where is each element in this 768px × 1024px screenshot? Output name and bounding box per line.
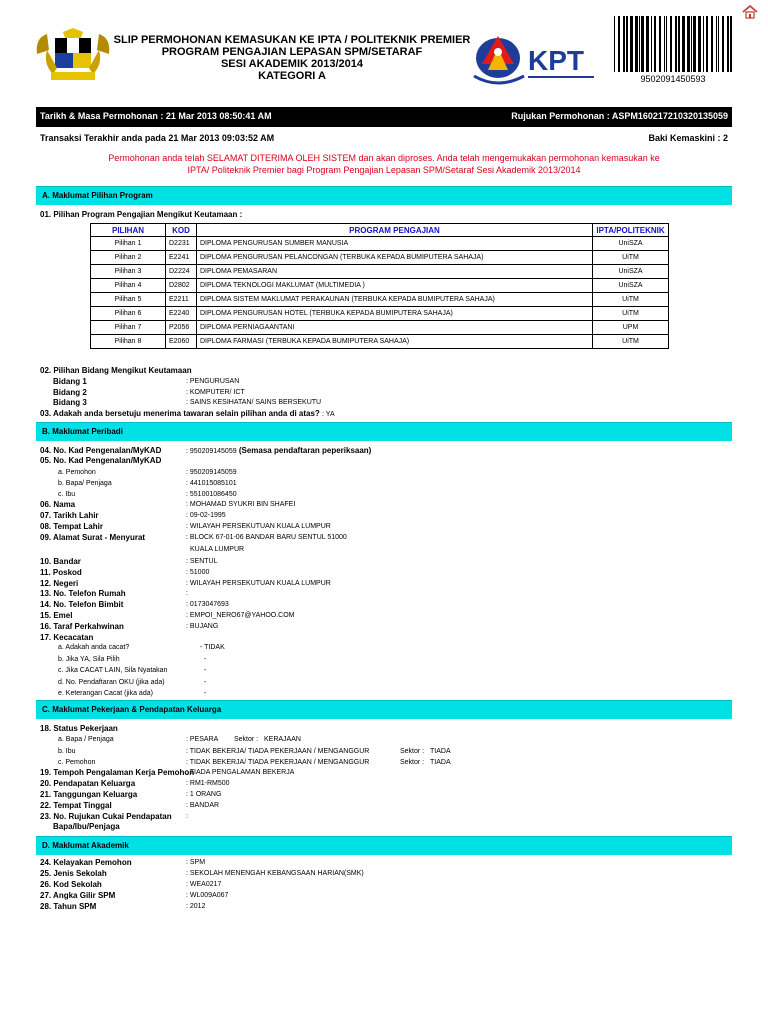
- field-value: : 51000: [186, 568, 210, 576]
- cell-pilihan: Pilihan 3: [91, 265, 166, 279]
- q17-sub-label: c. Jika CACAT LAIN, Sila Nyatakan: [58, 667, 168, 674]
- field-value: : BUJANG: [186, 622, 219, 630]
- q18-sector-value: TIADA: [430, 747, 451, 755]
- field-label: 14. No. Telefon Bimbit: [40, 600, 124, 610]
- cell-kod: E2240: [166, 307, 197, 321]
- application-reference: Rujukan Permohonan : ASPM160217210320135059: [511, 111, 728, 121]
- col-ipta: IPTA/POLITEKNIK: [593, 224, 669, 237]
- bidang-3-value: : SAINS KESIHATAN/ SAINS BERSEKUTU: [186, 399, 322, 406]
- bidang-3-label: Bidang 3: [53, 398, 87, 407]
- cell-kod: E2241: [166, 251, 197, 265]
- q05-sub-value: : 551001086450: [186, 491, 237, 498]
- barcode-bar: [730, 16, 732, 72]
- bidang-1-label: Bidang 1: [53, 377, 87, 386]
- barcode-bar: [639, 16, 640, 72]
- slip-title: [112, 34, 472, 82]
- field-label: 16. Taraf Perkahwinan: [40, 621, 124, 631]
- slip-title-line-3: SESI AKADEMIK 2013/2014: [220, 58, 364, 70]
- barcode-bar: [711, 16, 713, 72]
- q23-line-2: Bapa/Ibu/Penjaga: [53, 822, 120, 831]
- barcode-bar: [687, 16, 690, 72]
- field-value: : MOHAMAD SYUKRI BIN SHAFEI: [186, 501, 296, 508]
- q18-sector-label: Sektor :: [234, 736, 259, 743]
- field-label: 12. Negeri: [40, 578, 79, 588]
- field-value: : 2012: [186, 903, 206, 910]
- q18-sub-value: : PESARA: [186, 736, 219, 743]
- q17-sub-value: - TIDAK: [200, 644, 225, 651]
- field-value: : WILAYAH PERSEKUTUAN KUALA LUMPUR: [186, 523, 331, 530]
- q18-sector-label: Sektor :: [400, 759, 425, 766]
- cell-ipta: UiTM: [593, 307, 669, 321]
- cell-program: DIPLOMA PERNIAGAANTANI: [197, 321, 593, 335]
- barcode-bar: [727, 16, 729, 72]
- home-icon[interactable]: [742, 5, 758, 19]
- q05-sub-value: : 950209145059: [186, 469, 237, 476]
- cell-kod: D2224: [166, 265, 197, 279]
- application-datetime: Tarikh & Masa Permohonan : 21 Mar 2013 08:50:41 AM: [40, 111, 272, 121]
- q05-sub-label: c. Ibu: [58, 491, 76, 498]
- field-label: 10. Bandar: [40, 557, 81, 566]
- barcode-bar: [698, 16, 701, 72]
- barcode-bar: [654, 16, 656, 72]
- section-a-header: [36, 186, 732, 205]
- barcode-bar: [706, 16, 708, 72]
- field-label: 22. Tempat Tinggal: [40, 801, 112, 810]
- slip-title-line-4: KATEGORI A: [258, 70, 326, 82]
- section-b-header: [36, 422, 732, 441]
- section-c-title: C. Maklumat Pekerjaan & Pendapatan Keluarga: [42, 705, 222, 714]
- barcode-bar: [646, 16, 649, 72]
- table-row: [91, 265, 669, 279]
- field-label: 24. Kelayakan Pemohon: [40, 858, 132, 867]
- cell-program: DIPLOMA PEMASARAN: [197, 265, 593, 279]
- q18-sector-label: Sektor :: [400, 747, 425, 755]
- q18-sector-value: KERAJAAN: [264, 736, 301, 743]
- barcode-bar: [691, 16, 692, 72]
- cell-pilihan: Pilihan 2: [91, 251, 166, 265]
- field-value: : WL009A067: [186, 892, 229, 899]
- cell-ipta: UPM: [593, 321, 669, 335]
- cell-kod: E2211: [166, 293, 197, 307]
- cell-kod: E2060: [166, 335, 197, 349]
- application-info-bar: [36, 107, 732, 127]
- field-label: 28. Tahun SPM: [40, 902, 97, 911]
- field-label: 26. Kod Sekolah: [40, 880, 102, 889]
- barcode-bar: [682, 16, 685, 72]
- q18-sub-value: : TIDAK BEKERJA/ TIADA PEKERJAAN / MENGANGGUR: [186, 747, 370, 755]
- notice-line-1: Permohonan anda telah SELAMAT DITERIMA OLEH SISTEM dan akan diproses. Anda telah mengemukakan permohonan kemasukan ke: [108, 153, 660, 163]
- barcode-bar: [651, 16, 652, 72]
- success-notice: [80, 152, 688, 176]
- q18-sub-value: : TIDAK BEKERJA/ TIADA PEKERJAAN / MENGANGGUR: [186, 759, 370, 766]
- cell-kod: P2056: [166, 321, 197, 335]
- q04-value: : 950209145059: [186, 448, 237, 455]
- cell-ipta: UiTM: [593, 335, 669, 349]
- field-value: : BLOCK 67-01-06 BANDAR BARU SENTUL 51000: [186, 534, 347, 541]
- cell-ipta: UniSZA: [593, 279, 669, 293]
- field-value: : EMPOI_NERO67@YAHOO.COM: [186, 612, 295, 619]
- q17-sub-label: b. Jika YA, Sila Pilih: [58, 655, 120, 663]
- field-label: 23. No. Rujukan Cukai Pendapatan: [40, 812, 172, 821]
- update-balance: Baki Kemaskini : 2: [648, 133, 728, 143]
- field-label: 27. Angka Gilir SPM: [40, 891, 116, 900]
- cell-program: DIPLOMA SISTEM MAKLUMAT PERAKAUNAN (TERBUKA KEPADA BUMIPUTERA SAHAJA): [197, 293, 593, 307]
- q17-sub-value: -: [204, 667, 207, 674]
- q18-sector-value: TIADA: [430, 759, 451, 766]
- field-value: : RM1-RM500: [186, 780, 230, 787]
- q17-sub-label: d. No. Pendaftaran OKU (jika ada): [58, 678, 165, 686]
- field-label: 13. No. Telefon Rumah: [40, 589, 126, 599]
- field-label: 09. Alamat Surat - Menyurat: [40, 533, 146, 542]
- cell-pilihan: Pilihan 4: [91, 279, 166, 293]
- barcode-bar: [664, 16, 665, 72]
- last-transaction: Transaksi Terakhir anda pada 21 Mar 2013 09:03:52 AM: [40, 133, 275, 143]
- cell-pilihan: Pilihan 1: [91, 237, 166, 251]
- barcode-bar: [618, 16, 620, 72]
- field-value: : 1 ORANG: [186, 791, 222, 798]
- q03-row: [40, 409, 335, 418]
- cell-kod: D2231: [166, 237, 197, 251]
- col-kod: KOD: [166, 224, 197, 237]
- field-value: : SEKOLAH MENENGAH KEBANGSAAN HARIAN(SMK): [186, 870, 364, 877]
- cell-program: DIPLOMA PENGURUSAN HOTEL (TERBUKA KEPADA BUMIPUTERA SAHAJA): [197, 307, 593, 321]
- field-value: : SPM: [186, 859, 206, 866]
- barcode-bar: [623, 16, 625, 72]
- q04-note: (Semasa pendaftaran peperiksaan): [238, 446, 372, 455]
- q18-label: 18. Status Pekerjaan: [40, 724, 118, 733]
- bidang-2-label: Bidang 2: [53, 388, 87, 397]
- field-value: :: [186, 813, 188, 820]
- table-row: [91, 335, 669, 349]
- q04-value-row: [186, 446, 371, 455]
- q17-sub-value: -: [204, 678, 207, 686]
- table-row: [91, 307, 669, 321]
- cell-program: DIPLOMA PENGURUSAN PELANCONGAN (TERBUKA KEPADA BUMIPUTERA SAHAJA): [197, 251, 593, 265]
- barcode-bar: [716, 16, 717, 72]
- q18-sub-label: b. Ibu: [58, 747, 76, 755]
- col-program: PROGRAM PENGAJIAN: [197, 224, 593, 237]
- barcode-bar: [703, 16, 704, 72]
- barcode-bar: [718, 16, 719, 72]
- cell-ipta: UniSZA: [593, 265, 669, 279]
- field-label: 11. Poskod: [40, 567, 82, 577]
- program-choices-table: [90, 223, 669, 349]
- q04-label: 04. No. Kad Pengenalan/MyKAD: [40, 446, 162, 455]
- field-label: 06. Nama: [40, 500, 76, 509]
- cell-kod: D2802: [166, 279, 197, 293]
- cell-ipta: UniSZA: [593, 237, 669, 251]
- field-label: 08. Tempat Lahir: [40, 522, 103, 531]
- table-row: [91, 237, 669, 251]
- q02-label: 02. Pilihan Bidang Mengikut Keutamaan: [40, 366, 192, 375]
- field-label: 21. Tanggungan Keluarga: [40, 790, 138, 799]
- field-label: 19. Tempoh Pengalaman Kerja Pemohon: [40, 768, 195, 777]
- cell-pilihan: Pilihan 7: [91, 321, 166, 335]
- field-value: : TIADA PENGALAMAN BEKERJA: [186, 769, 295, 776]
- q01-label: 01. Pilihan Program Pengajian Mengikut Keutamaan :: [40, 210, 243, 219]
- q17-sub-label: a. Adakah anda cacat?: [58, 644, 130, 651]
- q03-label: 03. Adakah anda bersetuju menerima tawaran selain pilihan anda di atas?: [40, 409, 320, 418]
- barcode-bar: [641, 16, 644, 72]
- table-row: [91, 293, 669, 307]
- field-label: 20. Pendapatan Keluarga: [40, 779, 136, 788]
- cell-pilihan: Pilihan 5: [91, 293, 166, 307]
- kpt-logo-icon: [468, 26, 600, 94]
- q05-label: 05. No. Kad Pengenalan/MyKAD: [40, 456, 162, 465]
- section-d-header: [36, 836, 732, 855]
- cell-ipta: UiTM: [593, 251, 669, 265]
- barcode-bar: [722, 16, 724, 72]
- bidang-1-value: : PENGURUSAN: [186, 378, 240, 385]
- q05-sub-value: : 441015085101: [186, 480, 237, 487]
- q05-sub-label: a. Pemohon: [58, 469, 96, 476]
- field-label: 15. Emel: [40, 611, 73, 620]
- q18-sub-label: c. Pemohon: [58, 759, 96, 766]
- cell-pilihan: Pilihan 8: [91, 335, 166, 349]
- notice-line-2: IPTA/ Politeknik Premier bagi Program Pengajian Lepasan SPM/Setaraf Sesi Akademik 2013/2014: [187, 165, 581, 175]
- barcode-icon: [614, 16, 732, 80]
- q17-sub-value: -: [204, 690, 207, 697]
- barcode-bar: [659, 16, 661, 72]
- table-header-row: [91, 224, 669, 237]
- cell-program: DIPLOMA PENGURUSAN SUMBER MANUSIA: [197, 237, 593, 251]
- field-label: 07. Tarikh Lahir: [40, 511, 99, 520]
- cell-ipta: UiTM: [593, 293, 669, 307]
- table-row: [91, 251, 669, 265]
- q03-value: : YA: [322, 411, 335, 418]
- q18-sub-label: a. Bapa / Penjaga: [58, 736, 114, 743]
- q17-sub-value: -: [204, 655, 207, 663]
- barcode-bar: [670, 16, 672, 72]
- field-value: : WEA0217: [186, 881, 222, 888]
- cell-pilihan: Pilihan 6: [91, 307, 166, 321]
- col-pilihan: PILIHAN: [91, 224, 166, 237]
- q17-sub-label: e. Keterangan Cacat (jika ada): [58, 690, 153, 697]
- barcode-bar: [635, 16, 638, 72]
- slip-title-line-2: PROGRAM PENGAJIAN LEPASAN SPM/SETARAF: [161, 46, 423, 58]
- field-value: : WILAYAH PERSEKUTUAN KUALA LUMPUR: [186, 579, 331, 587]
- field-value: : 09-02-1995: [186, 512, 226, 519]
- section-b-title: B. Maklumat Peribadi: [42, 427, 123, 436]
- field-value: :: [186, 590, 188, 598]
- cell-program: DIPLOMA FARMASI (TERBUKA KEPADA BUMIPUTERA SAHAJA): [197, 335, 593, 349]
- barcode-number: 9502091450593: [640, 74, 706, 84]
- field-value: : SENTUL: [186, 558, 218, 565]
- slip-title-line-1: SLIP PERMOHONAN KEMASUKAN KE IPTA / POLITEKNIK PREMIER: [113, 34, 471, 46]
- barcode-bar: [626, 16, 628, 72]
- barcode-bar: [666, 16, 667, 72]
- table-row: [91, 321, 669, 335]
- field-value: : 0173047693: [186, 601, 229, 609]
- barcode-bar: [614, 16, 615, 72]
- barcode-bar: [675, 16, 677, 72]
- bidang-2-value: : KOMPUTER/ ICT: [186, 389, 245, 396]
- barcode-bar: [630, 16, 633, 72]
- q05-sub-label: b. Bapa/ Penjaga: [58, 480, 112, 487]
- malaysia-crest-icon: [33, 28, 113, 88]
- field-label: 25. Jenis Sekolah: [40, 869, 107, 878]
- cell-program: DIPLOMA TEKNOLOGI MAKLUMAT (MULTIMEDIA ): [197, 279, 593, 293]
- section-d-title: D. Maklumat Akademik: [42, 841, 129, 850]
- barcode-bar: [693, 16, 696, 72]
- table-row: [91, 279, 669, 293]
- barcode-bar: [678, 16, 680, 72]
- section-c-header: [36, 700, 732, 719]
- kpt-logo-text: KPT: [528, 45, 584, 76]
- section-a-title: A. Maklumat Pilihan Program: [42, 191, 153, 200]
- address-line-2: KUALA LUMPUR: [190, 546, 245, 553]
- field-value: : BANDAR: [186, 802, 220, 809]
- field-label: 17. Kecacatan: [40, 632, 94, 642]
